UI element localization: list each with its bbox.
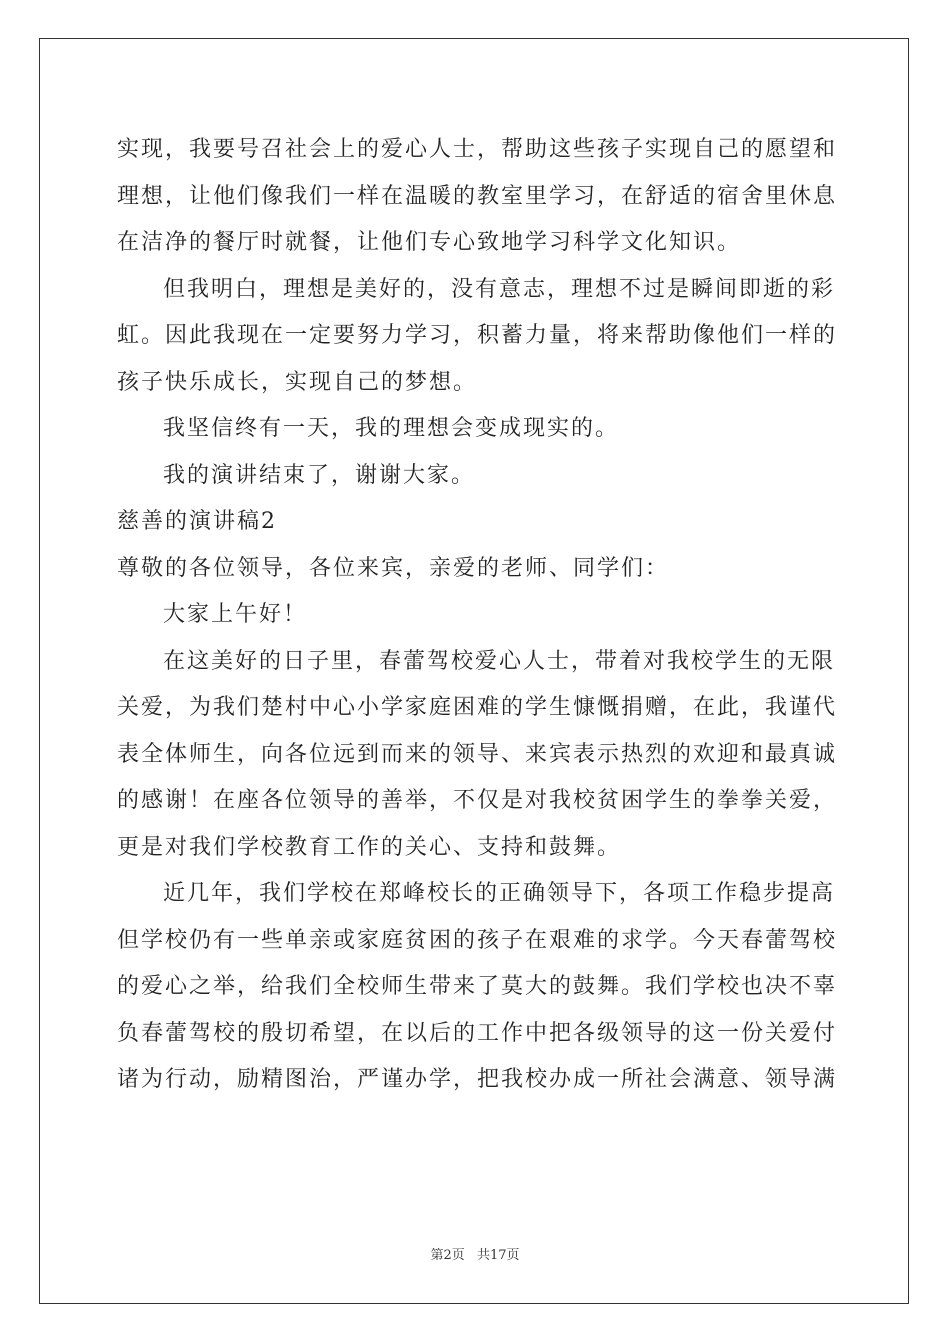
text-line: 虹。因此我现在一定要努力学习，积蓄力量，将来帮助像他们一样的 (117, 323, 838, 348)
text-line: 但我明白，理想是美好的，没有意志，理想不过是瞬间即逝的彩 (163, 276, 836, 302)
text-line: 我的演讲结束了，谢谢大家。 (163, 462, 476, 488)
text-line: 理想，让他们像我们一样在温暖的教室里学习，在舒适的宿舍里休息 (117, 183, 838, 209)
text-line: 在洁净的餐厅时就餐，让他们专心致地学习科学文化知识。 (117, 230, 742, 255)
text-line: 的感谢！在座各位领导的善举，不仅是对我校贫困学生的拳拳关爱， (117, 788, 838, 813)
text-line: 在这美好的日子里，春蕾驾校爱心人士，带着对我校学生的无限 (163, 648, 836, 674)
text-line: 大家上午好！ (163, 602, 308, 627)
text-line: 的爱心之举，给我们全校师生带来了莫大的鼓舞。我们学校也决不辜 (117, 974, 838, 999)
text-line: 但学校仍有一些单亲或家庭贫困的孩子在艰难的求学。今天春蕾驾校 (117, 927, 838, 953)
text-line: 诸为行动，励精图治，严谨办学，把我校办成一所社会满意、领导满 (117, 1067, 838, 1092)
text-line: 我坚信终有一天，我的理想会变成现实的。 (163, 416, 620, 441)
page-footer (0, 1244, 950, 1263)
text-line: 孩子快乐成长，实现自己的梦想。 (117, 369, 478, 395)
text-line: 更是对我们学校教育工作的关心、支持和鼓舞。 (117, 834, 622, 860)
text-line: 近几年，我们学校在郑峰校长的正确领导下，各项工作稳步提高 (163, 881, 836, 906)
text-line: 关爱，为我们楚村中心小学家庭困难的学生慷慨捐赠，在此，我谨代 (117, 695, 838, 720)
page-number: 第2页 (430, 1248, 465, 1263)
text-line: 慈善的演讲稿2 (117, 509, 277, 534)
text-line: 尊敬的各位领导，各位来宾，亲爱的老师、同学们： (117, 555, 670, 581)
text-line: 表全体师生，向各位远到而来的领导、来宾表示热烈的欢迎和最真诚 (117, 741, 838, 767)
text-line: 实现，我要号召社会上的爱心人士，帮助这些孩子实现自己的愿望和 (117, 137, 838, 162)
text-line: 负春蕾驾校的殷切希望，在以后的工作中把各级领导的这一份关爱付 (117, 1020, 838, 1046)
page-total: 共17页 (476, 1248, 520, 1263)
document-body (117, 127, 838, 1104)
